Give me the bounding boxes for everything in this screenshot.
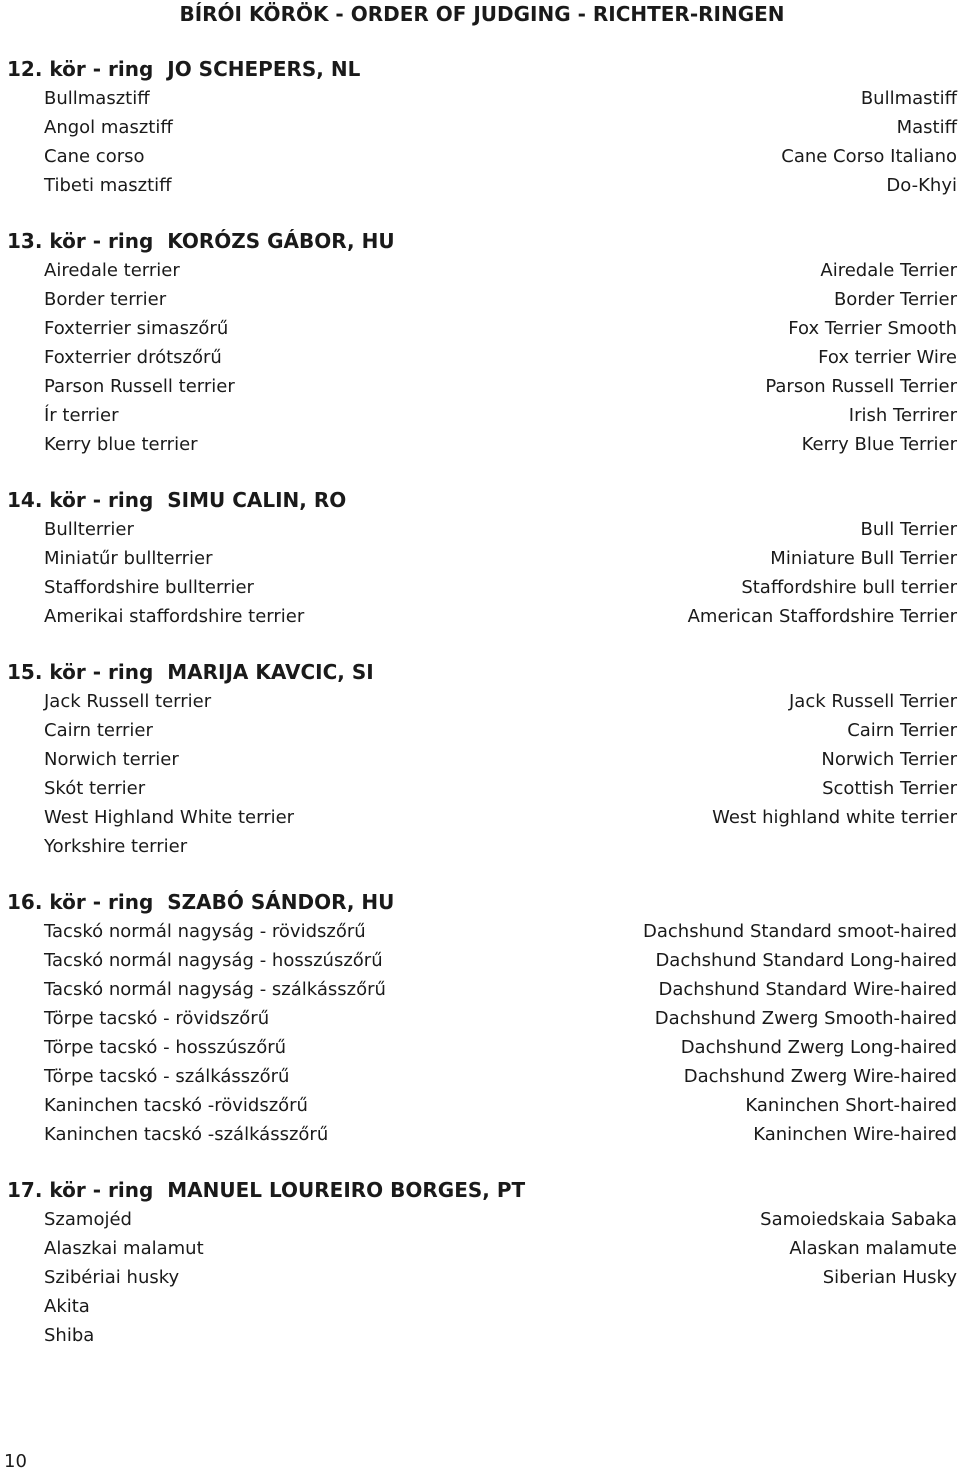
- ring-heading: [0, 226, 960, 256]
- breed-name-english: Parson Russell Terrier: [765, 376, 957, 397]
- breed-name-hungarian: Foxterrier drótszőrű: [44, 347, 222, 368]
- breed-name-hungarian: Szamojéd: [44, 1209, 132, 1230]
- breed-name-hungarian: Shiba: [44, 1325, 95, 1346]
- breed-name-hungarian: Yorkshire terrier: [44, 836, 188, 857]
- ring-heading: [0, 485, 960, 515]
- breed-name-english: Dachshund Zwerg Long-haired: [680, 1037, 957, 1058]
- breed-row: [0, 1120, 960, 1149]
- breed-name-english: Bullmastiff: [860, 88, 957, 109]
- ring-heading: [0, 1175, 960, 1205]
- ring-heading: [0, 54, 960, 84]
- breed-row: [0, 917, 960, 946]
- breed-name-hungarian: West Highland White terrier: [44, 807, 295, 828]
- breed-name-hungarian: Angol masztiff: [44, 117, 173, 138]
- breed-name-english: Alaskan malamute: [789, 1238, 957, 1259]
- breed-name-english: Dachshund Standard Wire-haired: [658, 979, 957, 1000]
- breed-row: [0, 1321, 960, 1350]
- breed-row: [0, 1263, 960, 1292]
- page-number: 10: [4, 1451, 27, 1472]
- judge-name: JO SCHEPERS, NL: [167, 57, 361, 81]
- breed-name-hungarian: Törpe tacskó - szálkásszőrű: [44, 1066, 290, 1087]
- breed-name-hungarian: Miniatűr bullterrier: [44, 548, 213, 569]
- ring-number: 17. kör - ring: [7, 1178, 154, 1202]
- judge-name: KORÓZS GÁBOR, HU: [167, 229, 395, 253]
- breed-name-english: Kerry Blue Terrier: [801, 434, 957, 455]
- breed-name-hungarian: Tibeti masztiff: [44, 175, 172, 196]
- breed-name-english: Siberian Husky: [822, 1267, 957, 1288]
- breed-row: [0, 946, 960, 975]
- ring-heading: [0, 657, 960, 687]
- breed-name-hungarian: Bullmasztiff: [44, 88, 150, 109]
- breed-name-hungarian: Airedale terrier: [44, 260, 180, 281]
- ring-number: 15. kör - ring: [7, 660, 154, 684]
- breed-name-hungarian: Alaszkai malamut: [44, 1238, 204, 1259]
- breed-name-english: Miniature Bull Terrier: [770, 548, 957, 569]
- breed-row: [0, 1292, 960, 1321]
- breed-row: [0, 544, 960, 573]
- breed-row: [0, 573, 960, 602]
- ring-list: [0, 54, 960, 1376]
- ring-section: [0, 226, 960, 459]
- breed-name-hungarian: Tacskó normál nagyság - hosszúszőrű: [44, 950, 383, 971]
- judge-name: MARIJA KAVCIC, SI: [167, 660, 374, 684]
- breed-name-hungarian: Amerikai staffordshire terrier: [44, 606, 305, 627]
- breed-row: [0, 716, 960, 745]
- breed-name-hungarian: Norwich terrier: [44, 749, 179, 770]
- breed-row: [0, 84, 960, 113]
- ring-section: [0, 657, 960, 861]
- breed-name-english: Fox Terrier Smooth: [788, 318, 957, 339]
- breed-name-english: Norwich Terrier: [821, 749, 957, 770]
- breed-row: [0, 774, 960, 803]
- page-title: [0, 0, 960, 28]
- breed-row: [0, 171, 960, 200]
- breed-name-english: Dachshund Zwerg Wire-haired: [683, 1066, 957, 1087]
- breed-row: [0, 832, 960, 861]
- breed-name-english: Kaninchen Wire-haired: [753, 1124, 957, 1145]
- breed-name-hungarian: Border terrier: [44, 289, 167, 310]
- breed-name-hungarian: Ír terrier: [44, 405, 119, 426]
- breed-name-english: West highland white terrier: [712, 807, 957, 828]
- breed-name-english: American Staffordshire Terrier: [687, 606, 957, 627]
- breed-row: [0, 1033, 960, 1062]
- breed-row: [0, 975, 960, 1004]
- ring-number: 13. kör - ring: [7, 229, 154, 253]
- breed-row: [0, 1205, 960, 1234]
- breed-name-hungarian: Cane corso: [44, 146, 145, 167]
- breed-row: [0, 745, 960, 774]
- breed-name-english: Kaninchen Short-haired: [745, 1095, 957, 1116]
- breed-name-english: Dachshund Standard Long-haired: [655, 950, 957, 971]
- breed-row: [0, 1234, 960, 1263]
- ring-section: [0, 54, 960, 200]
- breed-row: [0, 113, 960, 142]
- breed-name-english: Dachshund Zwerg Smooth-haired: [654, 1008, 957, 1029]
- ring-section: [0, 1175, 960, 1350]
- breed-name-english: Scottish Terrier: [822, 778, 957, 799]
- breed-name-english: Cairn Terrier: [847, 720, 957, 741]
- ring-number: 14. kör - ring: [7, 488, 154, 512]
- breed-row: [0, 803, 960, 832]
- ring-heading: [0, 887, 960, 917]
- breed-name-hungarian: Kaninchen tacskó -rövidszőrű: [44, 1095, 308, 1116]
- breed-name-hungarian: Kaninchen tacskó -szálkásszőrű: [44, 1124, 329, 1145]
- breed-row: [0, 372, 960, 401]
- breed-name-english: Bull Terrier: [860, 519, 957, 540]
- breed-name-english: Fox terrier Wire: [818, 347, 957, 368]
- breed-name-english: Dachshund Standard smoot-haired: [643, 921, 957, 942]
- breed-name-english: Border Terrier: [833, 289, 957, 310]
- breed-name-hungarian: Cairn terrier: [44, 720, 153, 741]
- ring-number: 12. kör - ring: [7, 57, 154, 81]
- breed-name-english: Jack Russell Terrier: [788, 691, 957, 712]
- breed-row: [0, 1004, 960, 1033]
- breed-name-hungarian: Szibériai husky: [44, 1267, 180, 1288]
- breed-row: [0, 142, 960, 171]
- breed-row: [0, 314, 960, 343]
- breed-name-english: Do-Khyi: [886, 175, 957, 196]
- breed-row: [0, 343, 960, 372]
- breed-name-english: Irish Terrirer: [848, 405, 957, 426]
- breed-name-hungarian: Tacskó normál nagyság - rövidszőrű: [44, 921, 366, 942]
- breed-name-hungarian: Staffordshire bullterrier: [44, 577, 254, 598]
- breed-name-english: Cane Corso Italiano: [781, 146, 957, 167]
- breed-row: [0, 602, 960, 631]
- breed-name-english: Mastiff: [896, 117, 957, 138]
- breed-row: [0, 687, 960, 716]
- breed-row: [0, 401, 960, 430]
- breed-row: [0, 515, 960, 544]
- breed-row: [0, 430, 960, 459]
- breed-name-hungarian: Tacskó normál nagyság - szálkásszőrű: [44, 979, 386, 1000]
- breed-name-hungarian: Kerry blue terrier: [44, 434, 198, 455]
- judge-name: MANUEL LOUREIRO BORGES, PT: [167, 1178, 526, 1202]
- breed-name-hungarian: Foxterrier simaszőrű: [44, 318, 229, 339]
- breed-name-hungarian: Törpe tacskó - hosszúszőrű: [44, 1037, 287, 1058]
- breed-name-english: Samoiedskaia Sabaka: [760, 1209, 957, 1230]
- breed-name-english: Staffordshire bull terrier: [741, 577, 957, 598]
- breed-row: [0, 285, 960, 314]
- breed-row: [0, 1062, 960, 1091]
- breed-name-hungarian: Skót terrier: [44, 778, 146, 799]
- breed-row: [0, 1091, 960, 1120]
- breed-name-hungarian: Parson Russell terrier: [44, 376, 235, 397]
- ring-section: [0, 887, 960, 1149]
- breed-name-hungarian: Akita: [44, 1296, 90, 1317]
- breed-name-english: Airedale Terrier: [820, 260, 957, 281]
- breed-name-hungarian: Jack Russell terrier: [44, 691, 212, 712]
- breed-name-hungarian: Törpe tacskó - rövidszőrű: [44, 1008, 270, 1029]
- breed-name-hungarian: Bullterrier: [44, 519, 134, 540]
- judge-name: SZABÓ SÁNDOR, HU: [167, 890, 395, 914]
- breed-row: [0, 256, 960, 285]
- page-title-text: BÍRÓI KÖRÖK - ORDER OF JUDGING - RICHTER-RINGEN: [179, 2, 785, 26]
- ring-number: 16. kör - ring: [7, 890, 154, 914]
- ring-section: [0, 485, 960, 631]
- judge-name: SIMU CALIN, RO: [167, 488, 347, 512]
